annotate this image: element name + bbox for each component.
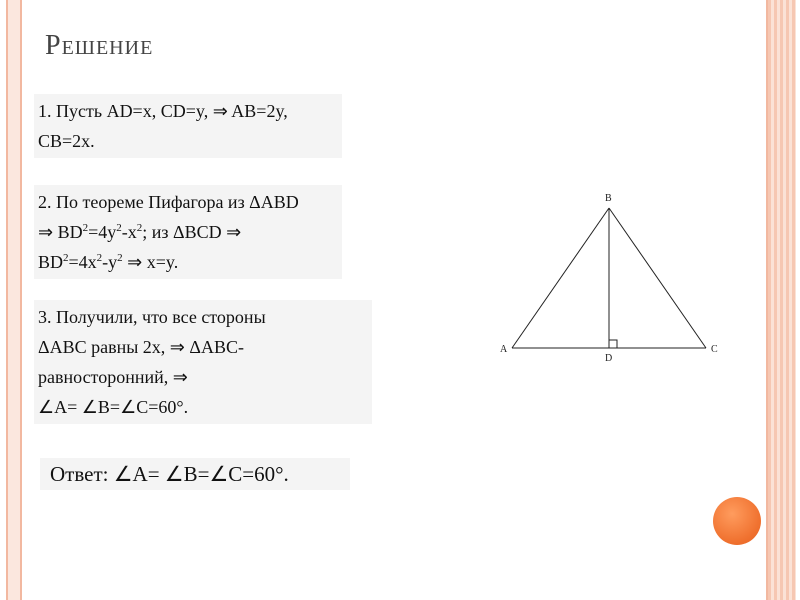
step-3-line-2: ΔABC равны 2x, ⇒ ΔABC- <box>38 337 244 357</box>
superscript: 2 <box>82 222 89 234</box>
solution-step-2 <box>34 185 342 279</box>
step-2-line-2 <box>38 217 338 247</box>
triangle-diagram <box>490 185 730 370</box>
solution-step-3 <box>34 300 372 424</box>
side-bc <box>609 208 706 348</box>
solution-step-1 <box>34 94 342 158</box>
slide-right-border <box>766 0 796 600</box>
step-3-line-1: 3. Получили, что все стороны <box>38 307 266 327</box>
text-part: =4x <box>68 252 97 272</box>
superscript: 2 <box>96 252 103 264</box>
vertex-label-c: C <box>711 344 718 355</box>
vertex-label-b: B <box>605 193 612 204</box>
step-3-line-4: ∠A= ∠B=∠C=60°. <box>38 397 189 417</box>
step-3-line-3: равносторонний, ⇒ <box>38 367 188 387</box>
decorative-orange-circle <box>713 497 761 545</box>
text-part: ⇒ BD <box>38 222 83 242</box>
slide-left-border <box>6 0 22 600</box>
step-1-line-1: 1. Пусть AD=x, CD=y, ⇒ AB=2y, <box>38 101 288 121</box>
vertex-label-a: A <box>500 344 508 355</box>
text-part: -y <box>102 252 118 272</box>
side-ab <box>512 208 609 348</box>
text-part: =4y <box>88 222 117 242</box>
superscript: 2 <box>63 252 69 264</box>
superscript: 2 <box>116 222 122 234</box>
answer-box: Ответ: ∠A= ∠B=∠C=60°. <box>40 458 350 490</box>
vertex-label-d: D <box>605 353 613 364</box>
step-1-line-2: CB=2x. <box>38 131 95 151</box>
step-2-line-3 <box>38 247 338 277</box>
text-part: BD <box>38 252 64 272</box>
text-part: ⇒ x=y. <box>122 252 179 272</box>
slide-title: Решение <box>45 30 154 61</box>
text-part: ; из ΔBCD ⇒ <box>142 222 242 242</box>
right-angle-mark <box>609 340 617 348</box>
step-2-line-1: 2. По теореме Пифагора из ΔABD <box>38 192 299 212</box>
slide-top-border <box>18 0 766 6</box>
text-part: -x <box>121 222 137 242</box>
superscript: 2 <box>117 252 123 264</box>
superscript: 2 <box>136 222 143 234</box>
